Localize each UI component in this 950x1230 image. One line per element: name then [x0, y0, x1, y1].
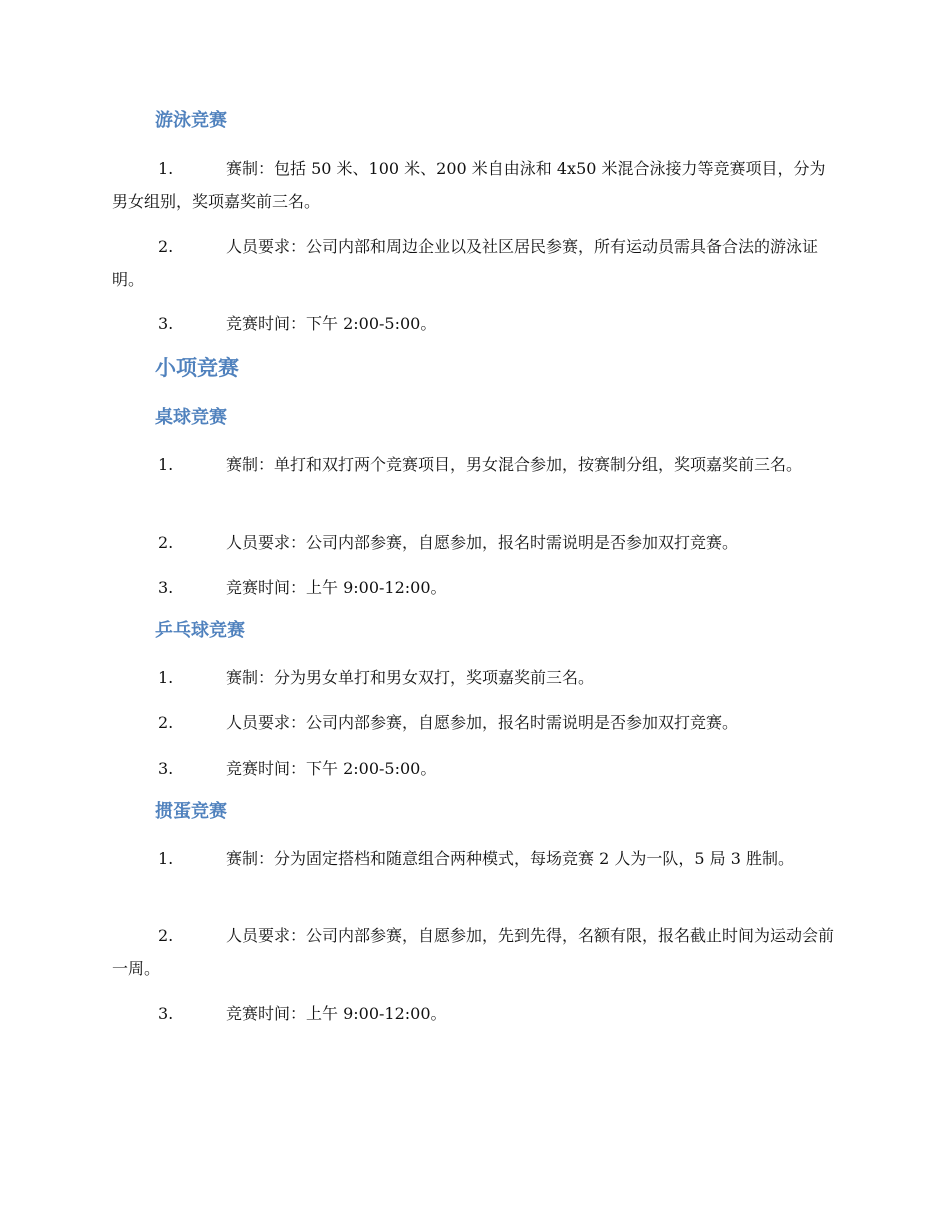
list-item-number: 1. [158, 455, 174, 474]
list-item-number: 2. [158, 533, 174, 552]
list-item-number: 2. [158, 926, 174, 945]
list-item [112, 571, 840, 604]
list-item-number: 2. [158, 237, 174, 256]
section-heading-pingpong: 乒乓球竞赛 [155, 620, 245, 641]
list-item [112, 307, 840, 340]
list-item-text: 人员要求：公司内部和周边企业以及社区居民参赛，所有运动员需具备合法的游泳证明。 [112, 237, 819, 289]
list-item-text: 竞赛时间：下午 2:00-5:00。 [226, 759, 437, 778]
section-heading-swimming: 游泳竞赛 [155, 110, 227, 131]
list-item-number: 1. [158, 849, 174, 868]
list-item-text: 竞赛时间：上午 9:00-12:00。 [226, 578, 447, 597]
list-item-text: 赛制：包括 50 米、100 米、200 米自由泳和 4x50 米混合泳接力等竞赛项目，分为男女组别，奖项嘉奖前三名。 [112, 159, 826, 211]
list-item [112, 661, 840, 694]
list-item-number: 3. [158, 1004, 174, 1023]
list-item [112, 526, 840, 559]
list-item [112, 706, 840, 739]
list-item-text: 赛制：分为男女单打和男女双打，奖项嘉奖前三名。 [226, 668, 595, 687]
list-item [112, 752, 840, 785]
list-item-text: 赛制：单打和双打两个竞赛项目，男女混合参加，按赛制分组，奖项嘉奖前三名。 [226, 455, 803, 474]
list-item-text: 人员要求：公司内部参赛，自愿参加，报名时需说明是否参加双打竞赛。 [226, 533, 739, 552]
list-item-number: 1. [158, 159, 174, 178]
list-item-number: 3. [158, 314, 174, 333]
list-item-number: 3. [158, 759, 174, 778]
list-item-number: 1. [158, 668, 174, 687]
list-item [112, 842, 840, 875]
list-item-text: 竞赛时间：下午 2:00-5:00。 [226, 314, 437, 333]
list-item [112, 997, 840, 1030]
list-item [112, 448, 840, 481]
section-heading-guandan: 掼蛋竞赛 [155, 801, 227, 822]
list-item [112, 152, 840, 218]
list-item-text: 人员要求：公司内部参赛，自愿参加，报名时需说明是否参加双打竞赛。 [226, 713, 739, 732]
list-item-number: 2. [158, 713, 174, 732]
section-heading-minor: 小项竞赛 [155, 356, 239, 380]
list-item-text: 竞赛时间：上午 9:00-12:00。 [226, 1004, 447, 1023]
list-item [112, 919, 840, 985]
list-item-number: 3. [158, 578, 174, 597]
list-item-text: 人员要求：公司内部参赛，自愿参加，先到先得，名额有限，报名截止时间为运动会前一周。 [112, 926, 835, 978]
list-item [112, 230, 840, 296]
list-item-text: 赛制：分为固定搭档和随意组合两种模式，每场竞赛 2 人为一队，5 局 3 胜制。 [226, 849, 794, 868]
section-heading-billiards: 桌球竞赛 [155, 407, 227, 428]
